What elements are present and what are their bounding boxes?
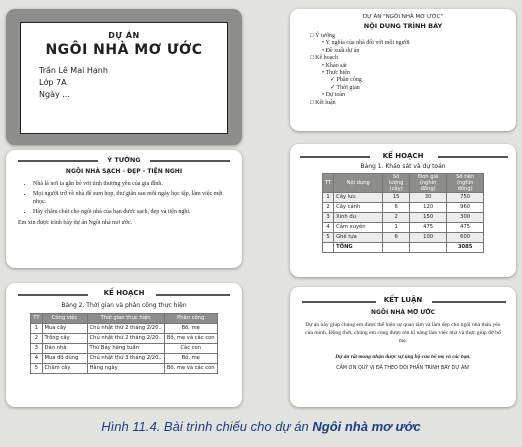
outline-item [310, 100, 516, 107]
outline-item [310, 48, 516, 55]
conclusion-header: KẾT LUẬN [383, 296, 423, 304]
table-cell: Bố, mẹ và các con [164, 334, 217, 344]
table-cell: Dán nhà [42, 344, 87, 354]
conclusion-body: Dự án này giúp chúng em được thể hiện sự quan tâm và làm đẹp cho ngôi nhà thân yêu của mình. Đồng thời, chúng em củng được rèn kĩ năng làm việc nhà và thực giúp đỡ bố mẹ. [305, 322, 501, 344]
outline-item-label: Đề xuất dự án [325, 47, 360, 54]
checkbox-icon: □ [310, 33, 316, 39]
table-row [31, 334, 217, 344]
table-header: Nội dung [334, 174, 383, 193]
table-cell: Hằng ngày [87, 364, 164, 374]
bullet-icon: • [322, 92, 326, 99]
bullet-icon: • [322, 70, 326, 77]
table-cell: 3 [322, 213, 333, 223]
table-cell [322, 243, 333, 253]
header-line-left [18, 160, 98, 162]
table-cell: 1 [383, 223, 410, 233]
table-cell: Các con [164, 344, 217, 354]
table-cell: 600 [447, 233, 484, 243]
table-header: TT [31, 314, 42, 324]
table-cell: TỔNG [334, 243, 383, 253]
table-cell: 5 [31, 364, 42, 374]
table-cell: 120 [410, 203, 447, 213]
table-cell: Bố, mẹ [164, 354, 217, 364]
outline-item [310, 55, 516, 62]
table-row [322, 213, 483, 223]
conclusion-subtitle: NGÔI NHÀ MƠ ƯỚC [370, 309, 436, 316]
table-header: Phân công [164, 314, 217, 324]
title-date: Ngày ... [39, 90, 70, 99]
outline-list [310, 33, 516, 107]
table-cell: 4 [31, 354, 42, 364]
idea-bullets [24, 180, 228, 216]
idea-bullet: • Nhà là nơi ta gắn bó với tình thương yêu của gia đình. [33, 180, 228, 188]
slide-outline [290, 9, 516, 131]
table-cell [410, 243, 447, 253]
check-icon: ✓ [330, 84, 337, 91]
check-icon: ✓ [330, 77, 337, 84]
title-class: Lớp 7A [39, 78, 67, 87]
table-cell: 2 [31, 334, 42, 344]
outline-item-label: Ý nghĩa của nhà đối với mỗi người [325, 40, 410, 47]
outline-item-label: Phân công [336, 77, 362, 84]
bullet-icon: • [322, 62, 326, 69]
table-cell: Mua đồ dùng [42, 354, 87, 364]
table-cell: Cây cảnh [334, 203, 383, 213]
table-cell: Thứ Bảy hàng tuần [87, 344, 164, 354]
table-cell: 475 [447, 223, 484, 233]
table-row [31, 364, 217, 374]
table-row [31, 324, 217, 334]
conclusion-thanks: CẢM ƠN QUÝ VỊ ĐÃ THEO DÕI PHẦN TRÌNH BÀY DỰ ÁN! [336, 366, 470, 371]
idea-bullet: • Mọi người trở về nhà để sum họp, thư giãn sau mỗi ngày học tập, làm việc mệt nhọc. [33, 190, 228, 206]
table-cell: Trồng cây [42, 334, 87, 344]
outline-item-label: Khảo sát [325, 62, 347, 69]
outline-item-label: Kết luận [315, 99, 336, 106]
outline-header: DỰ ÁN "NGÔI NHÀ MƠ ƯỚC" [362, 14, 444, 20]
table-row [322, 233, 483, 243]
outline-item [310, 92, 516, 99]
table-cell: Chủ nhật thứ 2 tháng 2/20.. [87, 334, 164, 344]
table-cell: Chăm cây [42, 364, 87, 374]
checkbox-icon: □ [310, 99, 316, 106]
table-cell: 3085 [447, 243, 484, 253]
table-cell [383, 243, 410, 253]
header-line-right [156, 294, 230, 296]
bullet-icon: • [322, 47, 326, 54]
table-cell: Chủ nhật thứ 3 tháng 2/20.. [87, 354, 164, 364]
table-row [322, 193, 483, 203]
header-line-right [438, 156, 508, 158]
table-total-row [322, 243, 483, 253]
table-cell: 6 [383, 203, 410, 213]
table-cell: Chủ nhật thứ 2 tháng 2/20.. [87, 324, 164, 334]
slide-idea [6, 150, 242, 268]
table-cell: 960 [447, 203, 484, 213]
table-row [322, 223, 483, 233]
table-cell: 300 [447, 213, 484, 223]
outline-item-label: Thời gian [336, 84, 360, 91]
table-header: Thời gian thực hiện [87, 314, 164, 324]
slide-title [6, 9, 242, 145]
caption-prefix: Hình 11.4. Bài trình chiếu cho dự án [101, 419, 313, 434]
header-line-right [432, 301, 506, 303]
outline-subtitle: NỘI DUNG TRÌNH BÀY [363, 22, 443, 30]
idea-subtitle: NGÔI NHÀ SẠCH - ĐẸP - TIỆN NGHI [65, 168, 183, 175]
table-cell: 4 [322, 223, 333, 233]
outline-item [310, 77, 516, 84]
table-cell: 750 [447, 193, 484, 203]
survey-table [322, 173, 484, 253]
idea-bullet: • Hãy chăm chút cho ngôi nhà của bạn được sạch, đẹp và tiện nghi. [33, 208, 228, 216]
table-header: Công việc [42, 314, 87, 324]
schedule-subtitle: Bảng 2. Thời gian và phân công thực hiện [61, 302, 187, 309]
slide-plan-schedule [6, 283, 242, 407]
table-cell: 6 [383, 233, 410, 243]
outline-item [310, 40, 516, 47]
table-cell: Mua cây [42, 324, 87, 334]
table-cell: 150 [410, 213, 447, 223]
table-cell: 5 [322, 233, 333, 243]
header-line-left [300, 156, 370, 158]
title-author: Trần Lê Mai Hạnh [39, 66, 108, 75]
table-cell: 15 [383, 193, 410, 203]
table-cell: 2 [383, 213, 410, 223]
plan-header: KẾ HOẠCH [382, 152, 424, 160]
table-cell: Cắm xuyên [334, 223, 383, 233]
table-row [322, 203, 483, 213]
outline-item-label: Thực hiện [325, 70, 350, 77]
outline-item-label: Kế hoạch [315, 55, 338, 62]
checkbox-icon: □ [310, 55, 316, 62]
bullet-icon: • [322, 40, 326, 47]
outline-item [310, 70, 516, 77]
outline-item [310, 85, 516, 92]
table-header: Số lượng (cây) [383, 174, 410, 193]
table-cell: 3 [31, 344, 42, 354]
slide-plan-survey [290, 144, 516, 277]
table-cell: Ghế tựa [334, 233, 383, 243]
figure-caption [0, 419, 522, 434]
outline-item-label: Dự toán [325, 92, 346, 99]
header-line-left [302, 301, 376, 303]
table-header: Đơn giá (nghìn đồng) [410, 174, 447, 193]
header-line-right [150, 160, 230, 162]
table-header: TT [322, 174, 333, 193]
idea-header: Ý TƯỞNG [107, 156, 141, 164]
title-main: NGÔI NHÀ MƠ ƯỚC [45, 42, 203, 58]
table-header: Số tiền (nghìn đồng) [447, 174, 484, 193]
table-cell: Cây lưu [334, 193, 383, 203]
schedule-header: KẾ HOẠCH [103, 289, 145, 297]
outline-item-label: Ý tưởng [315, 33, 336, 39]
conclusion-note: Dự án rất mong nhận được sự ủng hộ của bố mẹ và các bạn. [335, 354, 471, 360]
table-cell: 100 [410, 233, 447, 243]
slide-conclusion [290, 287, 516, 407]
table-cell: 475 [410, 223, 447, 233]
table-row [31, 354, 217, 364]
table-cell: 2 [322, 203, 333, 213]
title-small: DỰ ÁN [108, 31, 140, 40]
plan-subtitle: Bảng 1. Khảo sát và dự toán [360, 163, 446, 170]
table-cell: 1 [31, 324, 42, 334]
idea-footer: Em xin được trình bày dự án Ngôi nhà mơ ước. [18, 220, 133, 226]
table-cell: Xinh đu [334, 213, 383, 223]
schedule-table [30, 313, 217, 374]
table-cell: 30 [410, 193, 447, 203]
table-cell: 1 [322, 193, 333, 203]
title-box [20, 22, 228, 134]
table-cell: Bố, mẹ [164, 324, 217, 334]
caption-bold: Ngôi nhà mơ ước [312, 419, 421, 434]
header-line-left [18, 294, 88, 296]
outline-item [310, 63, 516, 70]
table-cell: Bố, mẹ và các con [164, 364, 217, 374]
table-row [31, 344, 217, 354]
